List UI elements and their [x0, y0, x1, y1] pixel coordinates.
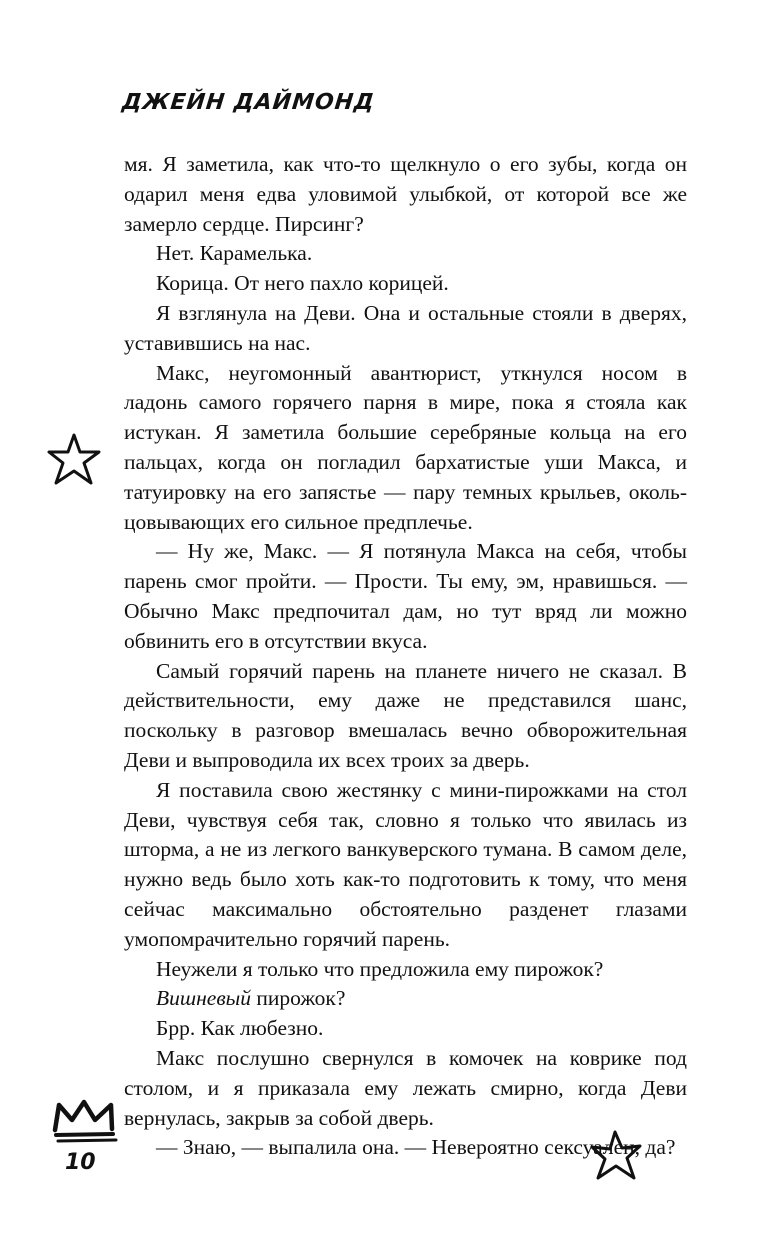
paragraph: Макс, неугомонный авантюрист, уткнулся носом в ладонь самого горячего парня в мире, пока я стояла как истукан. Я заметила большие серебряные кольца на его пальцах, когда он погладил бархатистые уши Макса, и татуировку на его запястье — пару темных крыльев, окольцовывающих его сильное предплечье. — [124, 360, 687, 534]
star-doodle-icon — [46, 432, 102, 486]
running-header-author: ДЖЕЙН ДАЙМОНД — [120, 90, 376, 115]
paragraph: Самый горячий парень на планете ничего не сказал. В действительности, ему даже не представился шанс, поскольку в разговор вмешалась вечно обворожительная Деви и выпроводила их всех троих за дверь. — [124, 658, 687, 772]
paragraph: Я поставила свою жестянку с мини-пирожками на стол Деви, чувствуя себя так, словно я только что явилась из шторма, а не из легкого ванкуверского тумана. В самом деле, нужно ведь было хоть как-то подготовить к тому, что меня сейчас максимально обстоятельно разденет глазами умопомрачительно горячий парень. — [124, 777, 687, 951]
paragraph: — Знаю, — выпалила она. — Невероятно сексуален, да? — [156, 1135, 676, 1160]
paragraph: Брр. Как любезно. — [156, 1016, 324, 1041]
paragraph: — Ну же, Макс. — Я потянула Макса на себя, чтобы парень смог пройти. — Прости. Ты ему, эм, нравишься. — Обычно Макс предпочитал дам, но тут вряд ли можно обвинить его в отсутствии вкуса. — [124, 539, 687, 653]
crown-doodle-icon — [50, 1096, 122, 1146]
paragraph: мя. Я заметила, как что-то щелкнуло о его зубы, когда он одарил меня едва уловимой улыбкой, от которой все же замерло сердце. Пирсинг? — [124, 152, 687, 236]
paragraph: Неужели я только что предложила ему пирожок? — [156, 956, 604, 981]
paragraph: Нет. Карамелька. — [156, 241, 313, 266]
page-number: 10 — [65, 1150, 96, 1175]
paragraph-rest: пирожок? — [250, 986, 346, 1011]
body-text — [124, 150, 687, 1163]
paragraph: Корица. От него пахло корицей. — [156, 271, 449, 296]
star-doodle-icon — [588, 1128, 644, 1182]
paragraph: Я взглянула на Деви. Она и остальные стояли в дверях, уставившись на нас. — [124, 300, 687, 355]
paragraph: Макс послушно свернулся в комочек на коврике под столом, и я приказала ему лежать смирно, когда Деви вернулась, закрыв за собой дверь. — [124, 1045, 687, 1130]
paragraph — [124, 984, 687, 1014]
italic-word: Вишневый — [156, 986, 251, 1011]
